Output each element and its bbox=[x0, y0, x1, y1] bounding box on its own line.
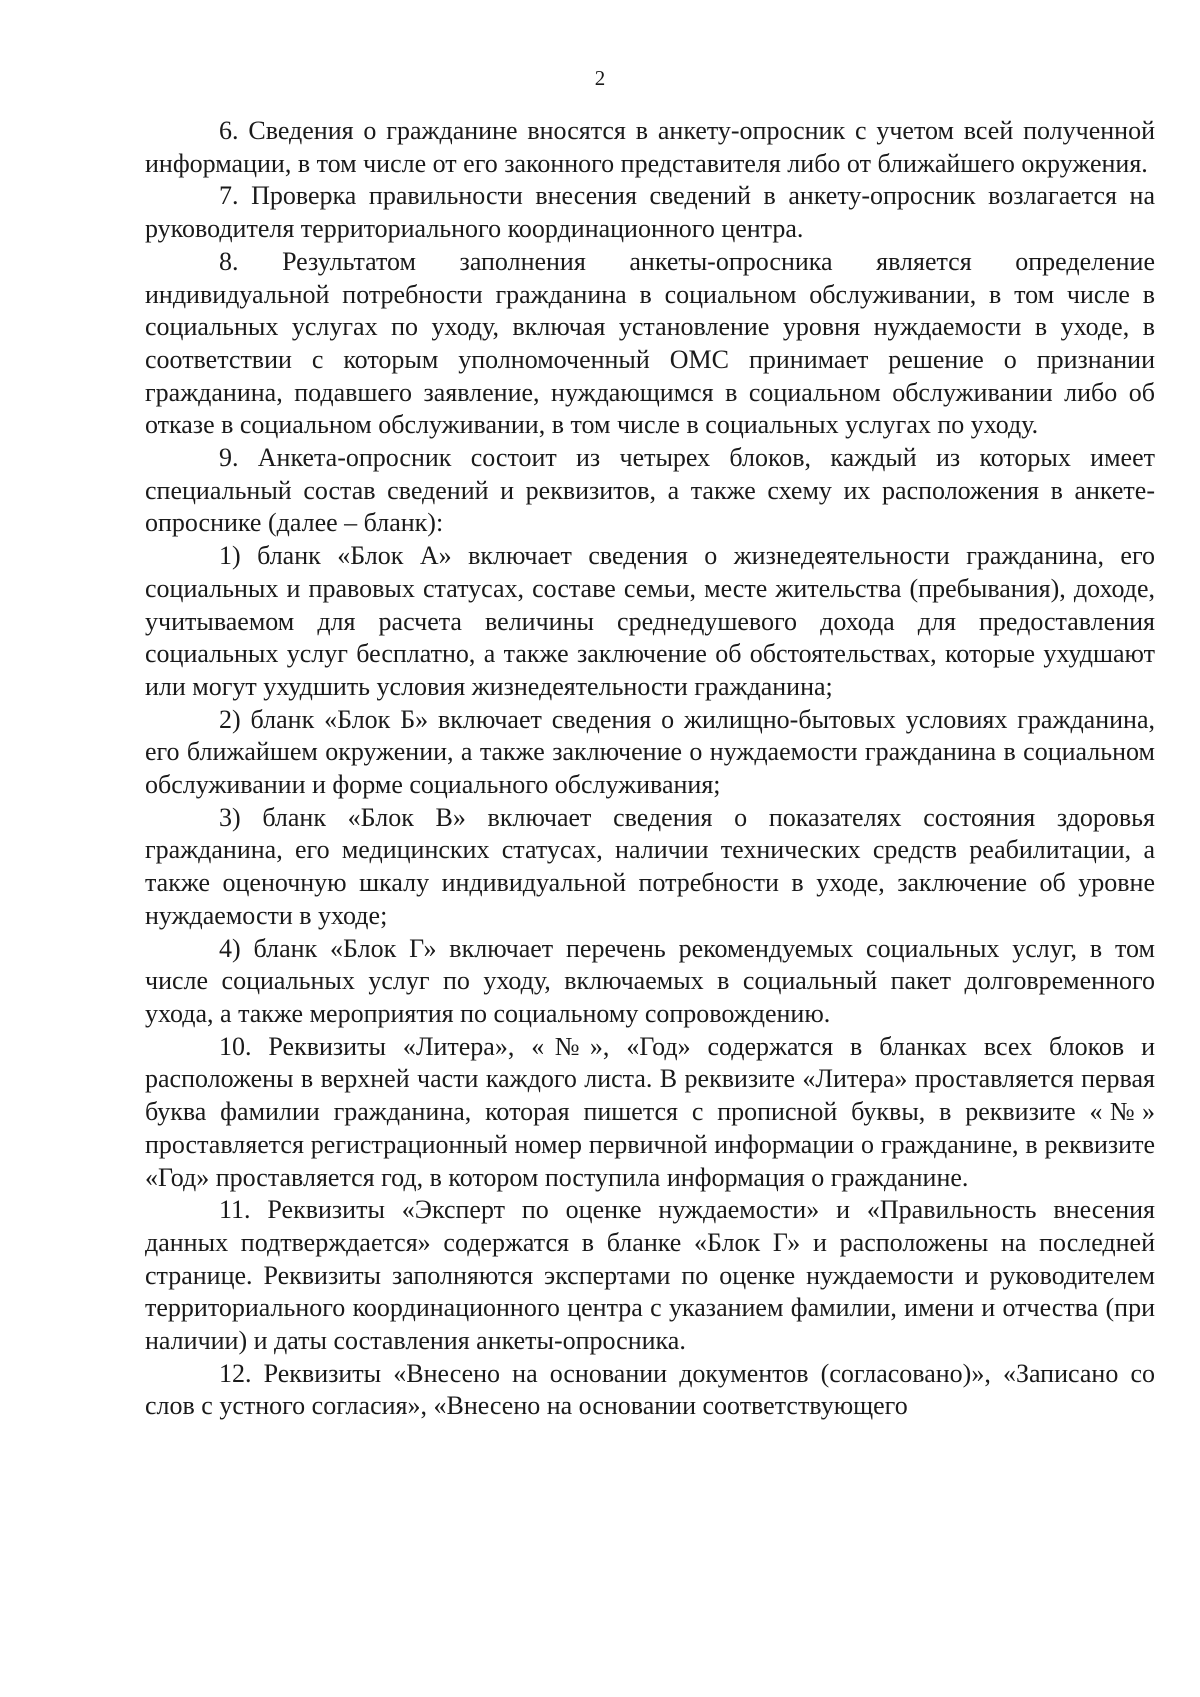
paragraph-12: 12. Реквизиты «Внесено на основании документов (согласовано)», «Записано со слов с устного согласия», «Внесено на основании соответствующего bbox=[145, 1358, 1155, 1421]
paragraph-11: 11. Реквизиты «Эксперт по оценке нуждаемости» и «Правильность внесения данных подтверждается» содержатся в бланке «Блок Г» и расположены на последней странице. Реквизиты заполняются экспертами по оценке нуждаемости и руководителем территориального координационного центра с указанием фамилии, имени и отчества (при наличии) и даты составления анкеты-опросника. bbox=[145, 1195, 1155, 1356]
paragraph-9-item-4: 4) бланк «Блок Г» включает перечень рекомендуемых социальных услуг, в том числе социальных услуг по уходу, включаемых в социальный пакет долговременного ухода, а также мероприятия по социальному сопровождению. bbox=[145, 933, 1155, 1028]
paragraph-8: 8. Результатом заполнения анкеты-опросника является определение индивидуальной потребности гражданина в социальном обслуживании, в том числе в социальных услугах по уходу, включая установление уровня нуждаемости в уходе, в соответствии с которым уполномоченный ОМС принимает решение о признании гражданина, подавшего заявление, нуждающимся в социальном обслуживании либо об отказе в социальном обслуживании, в том числе в социальных услугах по уходу. bbox=[145, 246, 1155, 440]
paragraph-9-item-2: 2) бланк «Блок Б» включает сведения о жилищно-бытовых условиях гражданина, его ближайшем окружении, а также заключение о нуждаемости гражданина в социальном обслуживании и форме социального обслуживания; bbox=[145, 704, 1155, 800]
paragraph-10: 10. Реквизиты «Литера», «№», «Год» содержатся в бланках всех блоков и расположены в верхней части каждого листа. В реквизите «Литера» проставляется первая буква фамилии гражданина, которая пишется с прописной буквы, в реквизите «№» проставляется регистрационный номер первичной информации о гражданине, в реквизите «Год» проставляется год, в котором поступила информация о гражданине. bbox=[145, 1031, 1155, 1192]
paragraph-9: 9. Анкета-опросник состоит из четырех блоков, каждый из которых имеет специальный состав сведений и реквизитов, а также схему их расположения в анкете-опроснике (далее – бланк): bbox=[145, 443, 1155, 538]
document-body bbox=[145, 115, 1155, 1423]
paragraph-9-item-1: 1) бланк «Блок А» включает сведения о жизнедеятельности гражданина, его социальных и правовых статусах, составе семьи, месте жительства (пребывания), доходе, учитываемом для расчета величины среднедушевого дохода для предоставления социальных услуг бесплатно, а также заключение об обстоятельствах, которые ухудшают или могут ухудшить условия жизнедеятельности гражданина; bbox=[145, 541, 1155, 701]
paragraph-9-item-3: 3) бланк «Блок В» включает сведения о показателях состояния здоровья гражданина, его медицинских статусах, наличии технических средств реабилитации, а также оценочную шкалу индивидуальной потребности в уходе, заключение об уровне нуждаемости в уходе; bbox=[145, 802, 1155, 930]
page-number: 2 bbox=[594, 66, 606, 90]
paragraph-6: 6. Сведения о гражданине вносятся в анкету-опросник с учетом всей полученной информации, в том числе от его законного представителя либо от ближайшего окружения. bbox=[145, 116, 1155, 178]
paragraph-7: 7. Проверка правильности внесения сведений в анкету-опросник возлагается на руководителя территориального координационного центра. bbox=[145, 181, 1155, 244]
